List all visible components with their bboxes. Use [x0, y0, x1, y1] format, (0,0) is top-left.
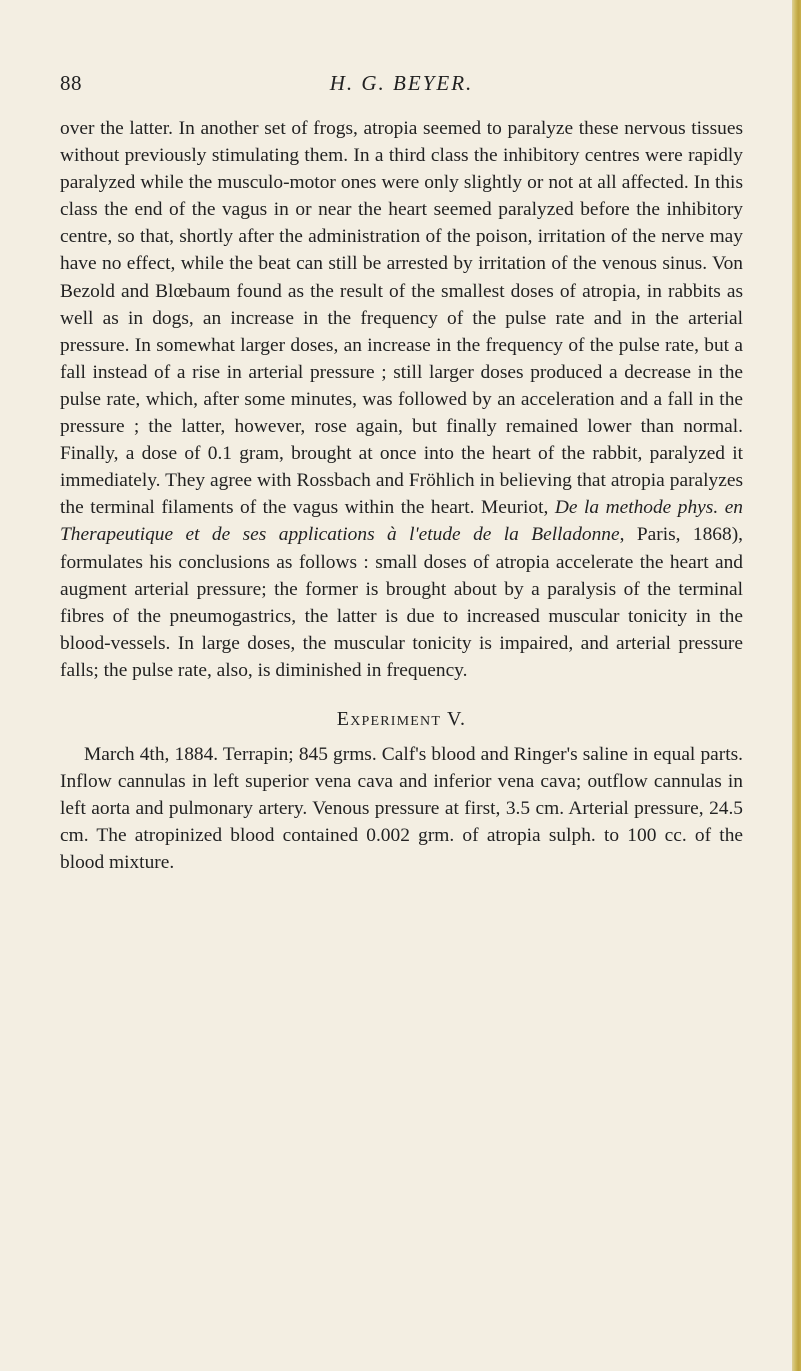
experiment-paragraph: March 4th, 1884. Terrapin; 845 grms. Calf's blood and Ringer's saline in equal parts. Inflow cannulas in left superior vena cava and inferior vena cava; outflow cannulas in left aorta and pulmonary artery. Venous pressure at first, 3.5 cm. Arterial pressure, 24.5 cm. The atropinized blood contained 0.002 grm. of atropia sulph. to 100 cc. of the blood mixture. — [60, 744, 743, 874]
paragraph-text-part2: , Paris, 1868), formulates his conclusions as follows : small doses of atropia accelerate the heart and augment arterial pressure; the former is brought about by a paralysis of the terminal fibres of the pneumogastrics, the latter is due to increased muscular tonicity in the blood-vessels. In large doses, the muscular tonicity is impaired, and arterial pressure falls; the pulse rate, also, is diminished in frequency. — [60, 524, 743, 681]
paragraph-continued — [60, 115, 743, 684]
body-text — [60, 115, 743, 877]
running-head: H. G. BEYER. — [329, 71, 474, 95]
page-number: 88 — [60, 71, 82, 95]
page-edge-border — [792, 0, 801, 1371]
page-header — [60, 71, 743, 101]
italic-book-title: De la methode phys. en Therapeutique et de ses applications à l'etude de la Belladonne — [60, 497, 743, 546]
section-heading: Experiment V. — [336, 707, 467, 730]
paragraph-text-part1: over the latter. In another set of frogs, atropia seemed to paralyze these nervous tissues without previously stimulating them. In a third class the inhibitory centres were rapidly paralyzed while the musculo-motor ones were only slightly or not at all affected. In this class the end of the vagus in or near the heart seemed paralyzed before the inhibitory centre, so that, shortly after the administration of the poison, irritation of the nerve may have no effect, while the beat can still be arrested by irritation of the venous sinus. Von Bezold and Blœbaum found as the result of the smallest doses of atropia, in rabbits as well as in dogs, an increase in the frequency of the pulse rate and in the arterial pressure. In somewhat larger doses, an increase in the frequency of the pulse rate, but a fall instead of a rise in arterial pressure ; still larger doses produced a decrease in the pulse rate, which, after some minutes, was followed by an acceleration and a fall in the pressure ; the latter, however, rose again, but finally remained lower than normal. Finally, a dose of 0.1 gram, brought at once into the heart of the rabbit, paralyzed it immediately. They agree with Rossbach and Fröhlich in believing that atropia paralyzes the terminal filaments of the vagus within the heart. Meuriot, — [60, 118, 743, 519]
